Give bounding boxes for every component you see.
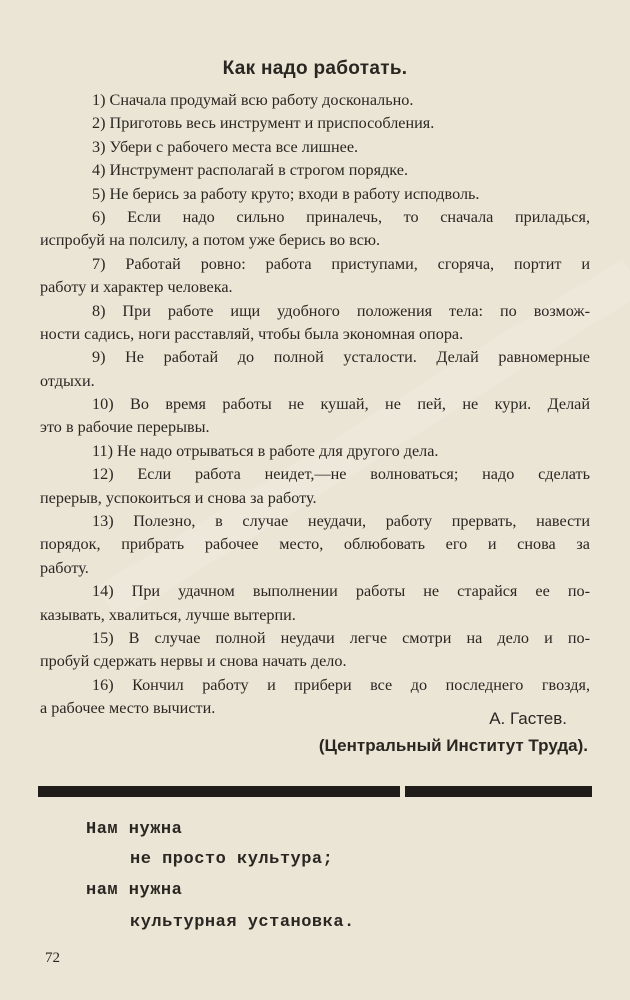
divider-bar — [38, 786, 400, 797]
poem-line: культурная установка. — [130, 913, 355, 932]
rule-line: 3) Убери с рабочего места все лишнее. — [92, 137, 359, 156]
rule-line: казывать, хвалиться, лучше вытерпи. — [40, 605, 296, 624]
rules-list — [40, 89, 590, 721]
rule-line: пробуй сдержать нервы и снова начать дело. — [40, 652, 347, 671]
rule-line: 14) При удачном выполнении работы не старайся ее по- — [92, 582, 590, 601]
rule-line: 6) Если надо сильно приналечь, то сначала приладься, — [92, 207, 590, 226]
rule-line: 8) При работе ищи удобного положения тела: по возмож- — [92, 301, 590, 320]
rule-line: 2) Приготовь весь инструмент и приспособления. — [92, 114, 435, 133]
rule-line: 4) Инструмент располагай в строгом порядке. — [92, 161, 408, 180]
divider-bar — [405, 786, 592, 797]
rule-line: 9) Не работай до полной усталости. Делай равномерные — [92, 348, 590, 367]
rule-line: 15) В случае полной неудачи легче смотри на дело и по- — [92, 628, 590, 647]
poem-line: не просто культура; — [130, 850, 334, 869]
rule-line: это в рабочие перерывы. — [40, 418, 210, 437]
rule-line: 13) Полезно, в случае неудачи, работу прервать, навести — [92, 512, 590, 531]
rule-line: 11) Не надо отрываться в работе для другого дела. — [92, 441, 439, 460]
rule-line: испробуй на полсилу, а потом уже берись во всю. — [40, 231, 381, 250]
page-number: 72 — [45, 950, 60, 966]
rule-line: 5) Не берись за работу круто; входи в работу исподволь. — [92, 184, 480, 203]
rule-line: 10) Во время работы не кушай, не пей, не кури. Делай — [92, 395, 590, 414]
poem-line: Нам нужна — [86, 820, 183, 839]
author-name: А. Гастев. — [489, 709, 567, 728]
rule-line: 1) Сначала продумай всю работу досконально. — [92, 91, 414, 109]
rule-line: 16) Кончил работу и прибери все до последнего гвоздя, — [92, 675, 590, 694]
rule-line: 12) Если работа неидет,—не волноваться; надо сделать — [92, 465, 590, 484]
rule-line: порядок, прибрать рабочее место, облюбовать его и снова за — [40, 535, 590, 554]
page-title: Как надо работать. — [222, 58, 408, 79]
rule-line: работу и характер человека. — [40, 278, 233, 297]
rule-line: перерыв, успокоиться и снова за работу. — [40, 488, 317, 507]
rule-line: ности садись, ноги расставляй, чтобы была экономная опора. — [40, 324, 464, 343]
rule-line: 7) Работай ровно: работа приступами, сгоряча, портит и — [92, 254, 590, 273]
rule-line: отдыхи. — [40, 371, 95, 390]
rule-line: а рабочее место вычисти. — [40, 699, 216, 718]
institution-name: (Центральный Институт Труда). — [318, 736, 588, 755]
rule-line: работу. — [40, 558, 89, 577]
poem-line: нам нужна — [86, 881, 183, 900]
